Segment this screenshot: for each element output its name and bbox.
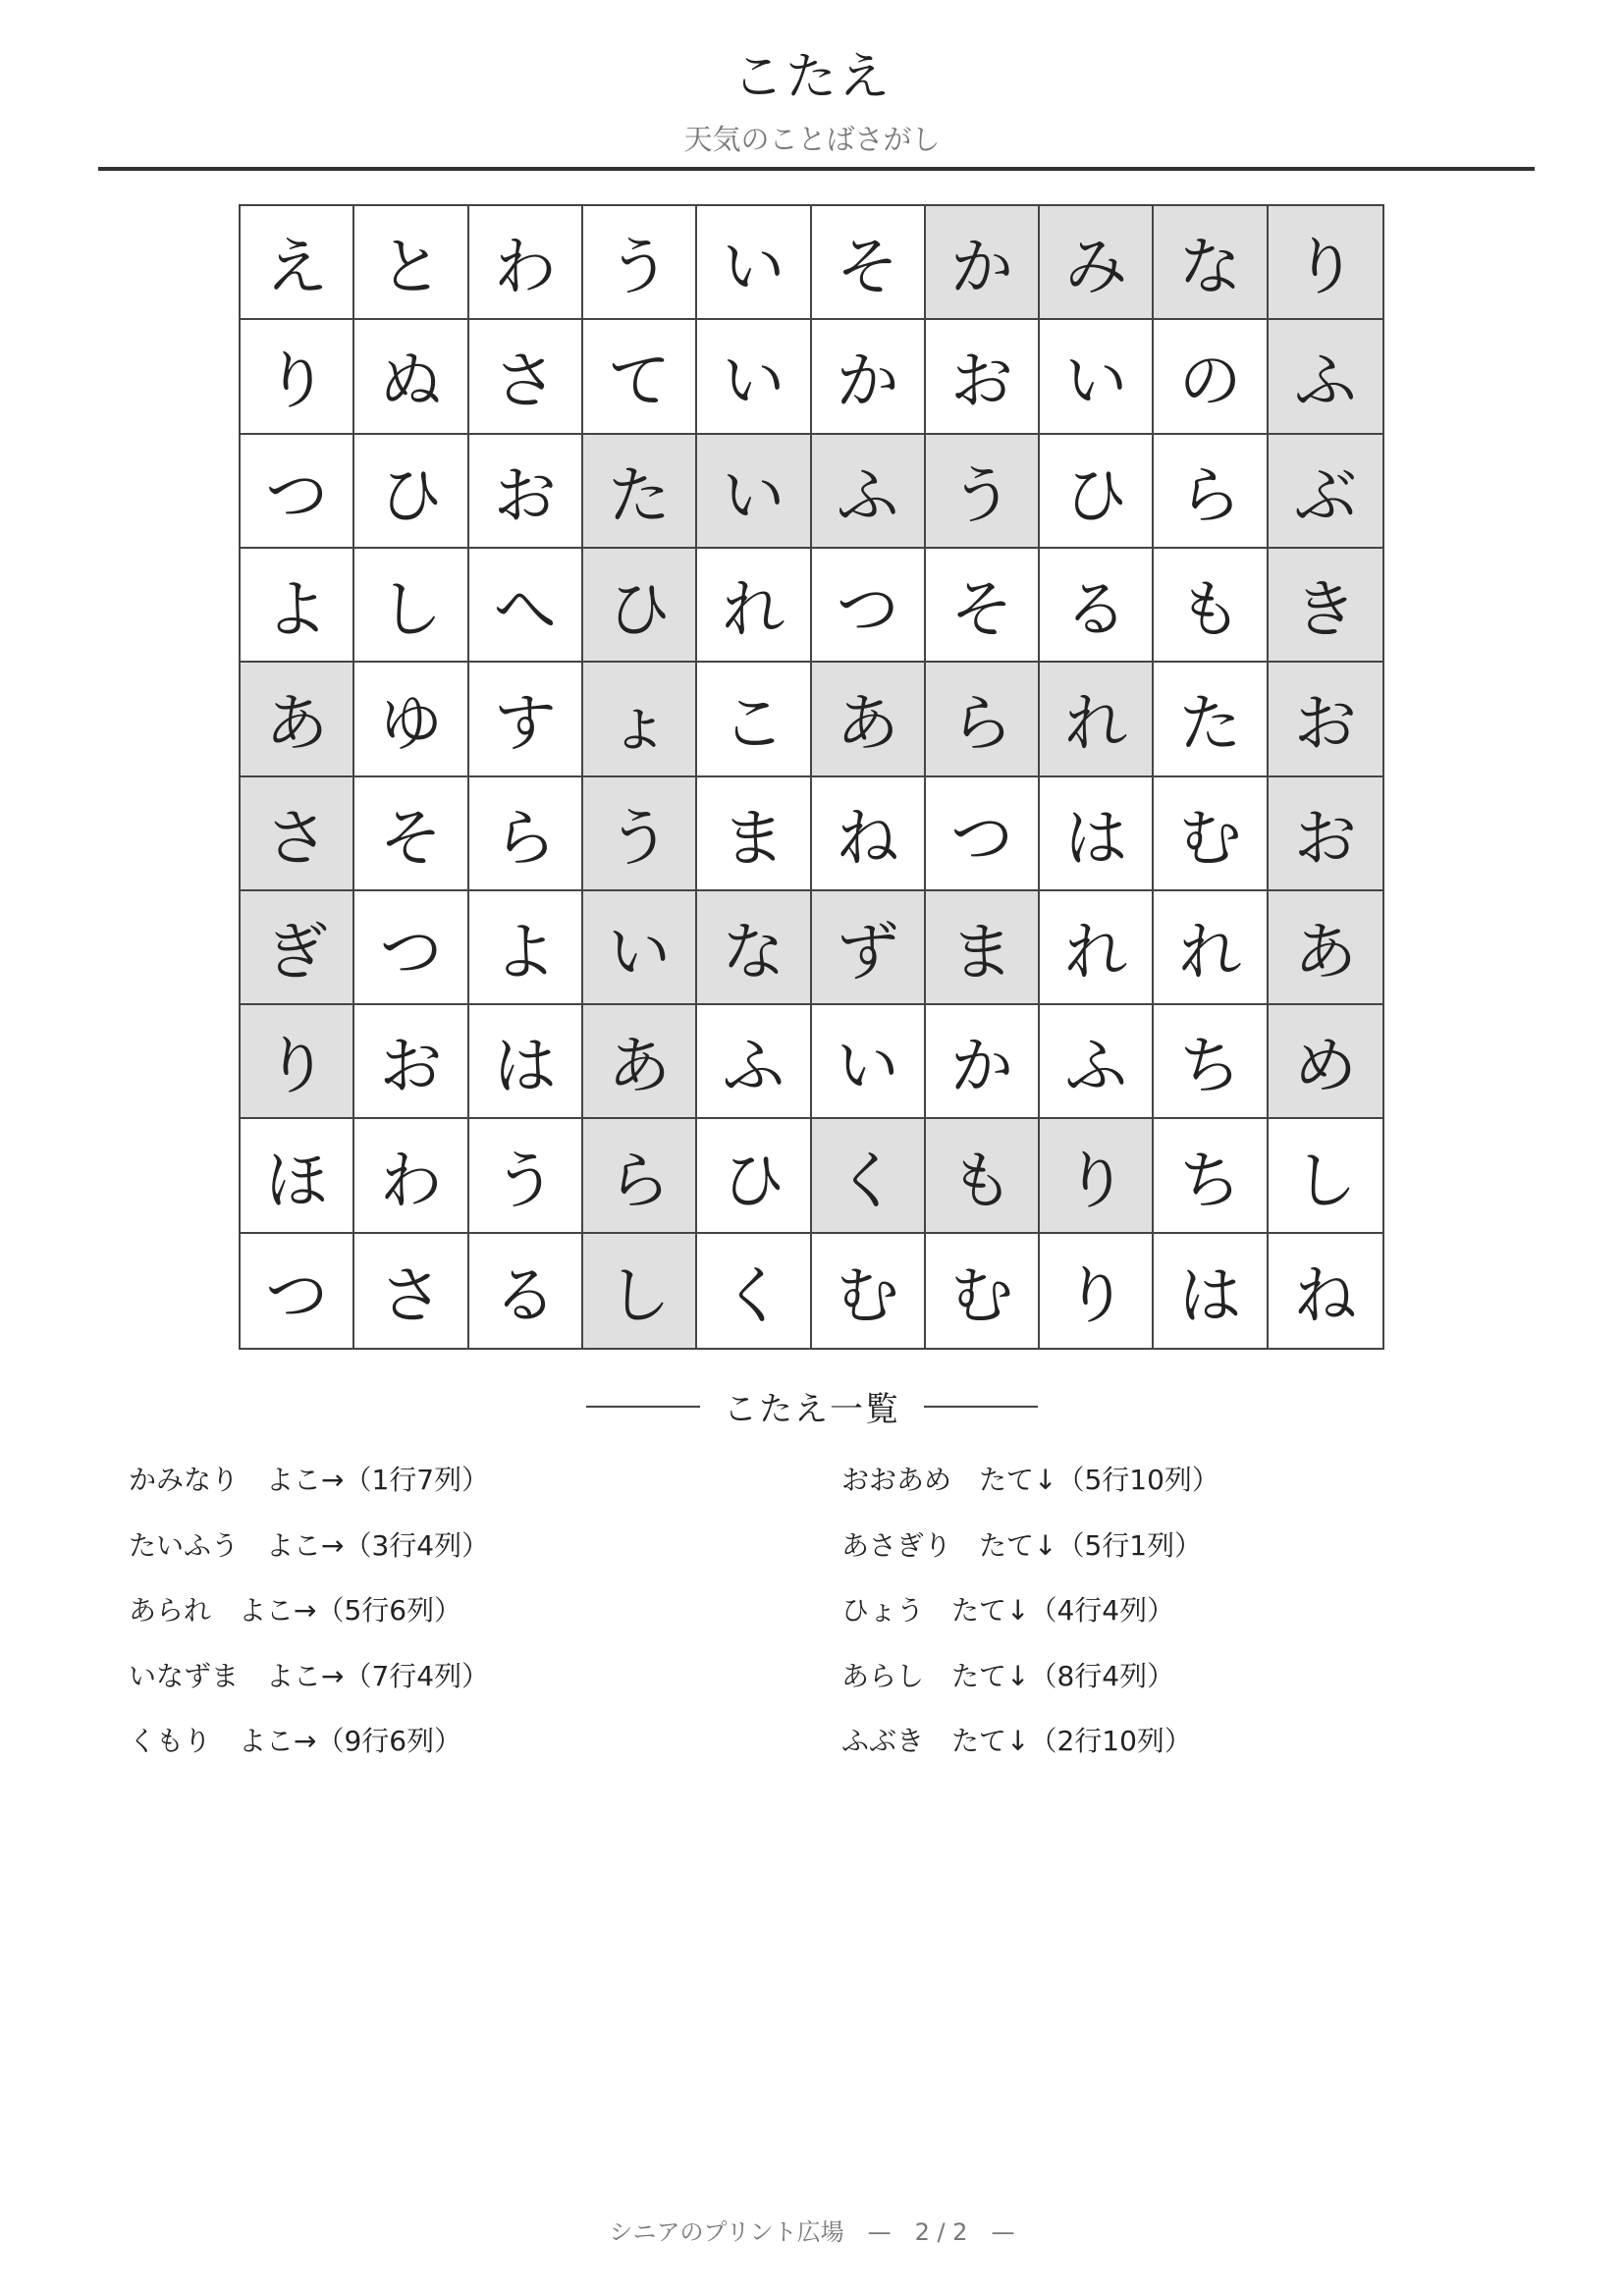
grid-cell: し	[1269, 1119, 1382, 1233]
grid-cell: わ	[469, 206, 583, 320]
grid-cell: よ	[241, 549, 354, 663]
grid-cell-highlighted: く	[812, 1119, 926, 1233]
answer-item: あられ よこ→（5行6列）	[129, 1594, 462, 1627]
answers-heading-text: こたえ一覧	[724, 1390, 900, 1429]
grid-cell-highlighted: お	[1269, 663, 1382, 776]
grid-cell: は	[1154, 1234, 1268, 1348]
grid-cell: か	[926, 1005, 1040, 1119]
grid-cell: う	[583, 206, 697, 320]
grid-cell: つ	[812, 549, 926, 663]
grid-cell: る	[1040, 549, 1154, 663]
grid-cell: の	[1154, 320, 1268, 434]
grid-cell: は	[469, 1005, 583, 1119]
grid-cell-highlighted: ま	[926, 891, 1040, 1005]
grid-cell-highlighted: あ	[1269, 891, 1382, 1005]
grid-cell-highlighted: ぎ	[241, 891, 354, 1005]
grid-cell: む	[1154, 777, 1268, 891]
grid-cell-highlighted: な	[1154, 206, 1268, 320]
grid-cell: つ	[241, 1234, 354, 1348]
grid-cell-highlighted: お	[1269, 777, 1382, 891]
grid-cell: す	[469, 663, 583, 776]
grid-cell-highlighted: み	[1040, 206, 1154, 320]
grid-cell: り	[241, 320, 354, 434]
grid-cell: ね	[812, 777, 926, 891]
grid-cell: れ	[1154, 891, 1268, 1005]
grid-cell: う	[469, 1119, 583, 1233]
grid-cell-highlighted: し	[583, 1234, 697, 1348]
answers-heading	[0, 1382, 1624, 1430]
heading-rule-right	[924, 1406, 1038, 1408]
grid-cell: よ	[469, 891, 583, 1005]
grid-cell-highlighted: も	[926, 1119, 1040, 1233]
grid-cell: そ	[926, 549, 1040, 663]
grid-cell-highlighted: り	[1269, 206, 1382, 320]
grid-cell-highlighted: ふ	[812, 435, 926, 549]
answer-item: あらし たて↓（8行4列）	[841, 1659, 1175, 1692]
grid-cell: ち	[1154, 1119, 1268, 1233]
grid-cell-highlighted: さ	[241, 777, 354, 891]
grid-cell: つ	[354, 891, 468, 1005]
grid-cell: え	[241, 206, 354, 320]
answer-item: おおあめ たて↓（5行10列）	[841, 1464, 1219, 1496]
grid-cell: い	[1040, 320, 1154, 434]
grid-cell: お	[926, 320, 1040, 434]
grid-cell: わ	[354, 1119, 468, 1233]
grid-cell-highlighted: ふ	[1269, 320, 1382, 434]
grid-cell: れ	[697, 549, 811, 663]
page-subtitle: 天気のことばさがし	[683, 123, 941, 156]
page-title: こたえ	[731, 48, 892, 107]
grid-cell-highlighted: あ	[241, 663, 354, 776]
grid-cell-highlighted: め	[1269, 1005, 1382, 1119]
grid-cell: ゆ	[354, 663, 468, 776]
grid-cell: そ	[354, 777, 468, 891]
grid-cell-highlighted: た	[583, 435, 697, 549]
grid-cell: そ	[812, 206, 926, 320]
grid-cell: ひ	[354, 435, 468, 549]
grid-cell: つ	[926, 777, 1040, 891]
grid-cell: さ	[354, 1234, 468, 1348]
grid-cell: ふ	[697, 1005, 811, 1119]
grid-cell: い	[697, 320, 811, 434]
grid-cell: つ	[241, 435, 354, 549]
grid-cell: む	[926, 1234, 1040, 1348]
grid-cell: い	[697, 206, 811, 320]
grid-cell-highlighted: り	[1040, 1119, 1154, 1233]
grid-cell: た	[1154, 663, 1268, 776]
grid-cell: む	[812, 1234, 926, 1348]
grid-cell-highlighted: あ	[583, 1005, 697, 1119]
grid-cell: く	[697, 1234, 811, 1348]
grid-cell: れ	[1040, 891, 1154, 1005]
grid-cell-highlighted: ぶ	[1269, 435, 1382, 549]
page-footer: シニアのプリント広場 — 2 / 2 —	[609, 2218, 1015, 2246]
grid-cell-highlighted: れ	[1040, 663, 1154, 776]
grid-cell: ら	[469, 777, 583, 891]
answer-item: ひょう たて↓（4行4列）	[841, 1594, 1175, 1627]
grid-cell: い	[812, 1005, 926, 1119]
grid-cell: か	[812, 320, 926, 434]
grid-cell: ひ	[697, 1119, 811, 1233]
answers-list-vertical	[841, 1461, 1219, 1788]
grid-cell: ち	[1154, 1005, 1268, 1119]
grid-cell: お	[469, 435, 583, 549]
grid-cell-highlighted: ず	[812, 891, 926, 1005]
grid-cell: し	[354, 549, 468, 663]
grid-cell: ふ	[1040, 1005, 1154, 1119]
grid-cell-highlighted: ひ	[583, 549, 697, 663]
grid-cell: こ	[697, 663, 811, 776]
answer-item: ふぶき たて↓（2行10列）	[841, 1725, 1192, 1757]
grid-cell: と	[354, 206, 468, 320]
grid-cell: へ	[469, 549, 583, 663]
grid-cell-highlighted: あ	[812, 663, 926, 776]
grid-cell: ま	[697, 777, 811, 891]
grid-cell-highlighted: い	[697, 435, 811, 549]
grid-cell: お	[354, 1005, 468, 1119]
heading-rule-left	[586, 1406, 700, 1408]
grid-cell-highlighted: う	[926, 435, 1040, 549]
grid-cell: る	[469, 1234, 583, 1348]
grid-cell: ひ	[1040, 435, 1154, 549]
grid-cell: ら	[1154, 435, 1268, 549]
header-divider	[98, 167, 1535, 171]
answer-item: あさぎり たて↓（5行1列）	[841, 1528, 1203, 1562]
grid-cell: は	[1040, 777, 1154, 891]
word-search-grid	[239, 204, 1384, 1350]
grid-cell-highlighted: ら	[583, 1119, 697, 1233]
grid-cell: ほ	[241, 1119, 354, 1233]
grid-cell-highlighted: か	[926, 206, 1040, 320]
grid-cell-highlighted: な	[697, 891, 811, 1005]
grid-cell: さ	[469, 320, 583, 434]
answers-list-horizontal	[129, 1461, 489, 1788]
grid-cell-highlighted: り	[241, 1005, 354, 1119]
grid-cell-highlighted: ら	[926, 663, 1040, 776]
answer-item: かみなり よこ→（1行7列）	[129, 1464, 490, 1496]
grid-cell-highlighted: い	[583, 891, 697, 1005]
grid-cell: て	[583, 320, 697, 434]
grid-cell: ね	[1269, 1234, 1382, 1348]
answer-item: くもり よこ→（9行6列）	[129, 1725, 462, 1757]
answer-item: たいふう よこ→（3行4列）	[129, 1528, 490, 1562]
grid-cell: り	[1040, 1234, 1154, 1348]
grid-cell-highlighted: き	[1269, 549, 1382, 663]
grid-cell: ぬ	[354, 320, 468, 434]
grid-cell-highlighted: う	[583, 777, 697, 891]
answer-item: いなずま よこ→（7行4列）	[129, 1659, 490, 1692]
grid-cell-highlighted: ょ	[583, 663, 697, 776]
grid-cell: も	[1154, 549, 1268, 663]
